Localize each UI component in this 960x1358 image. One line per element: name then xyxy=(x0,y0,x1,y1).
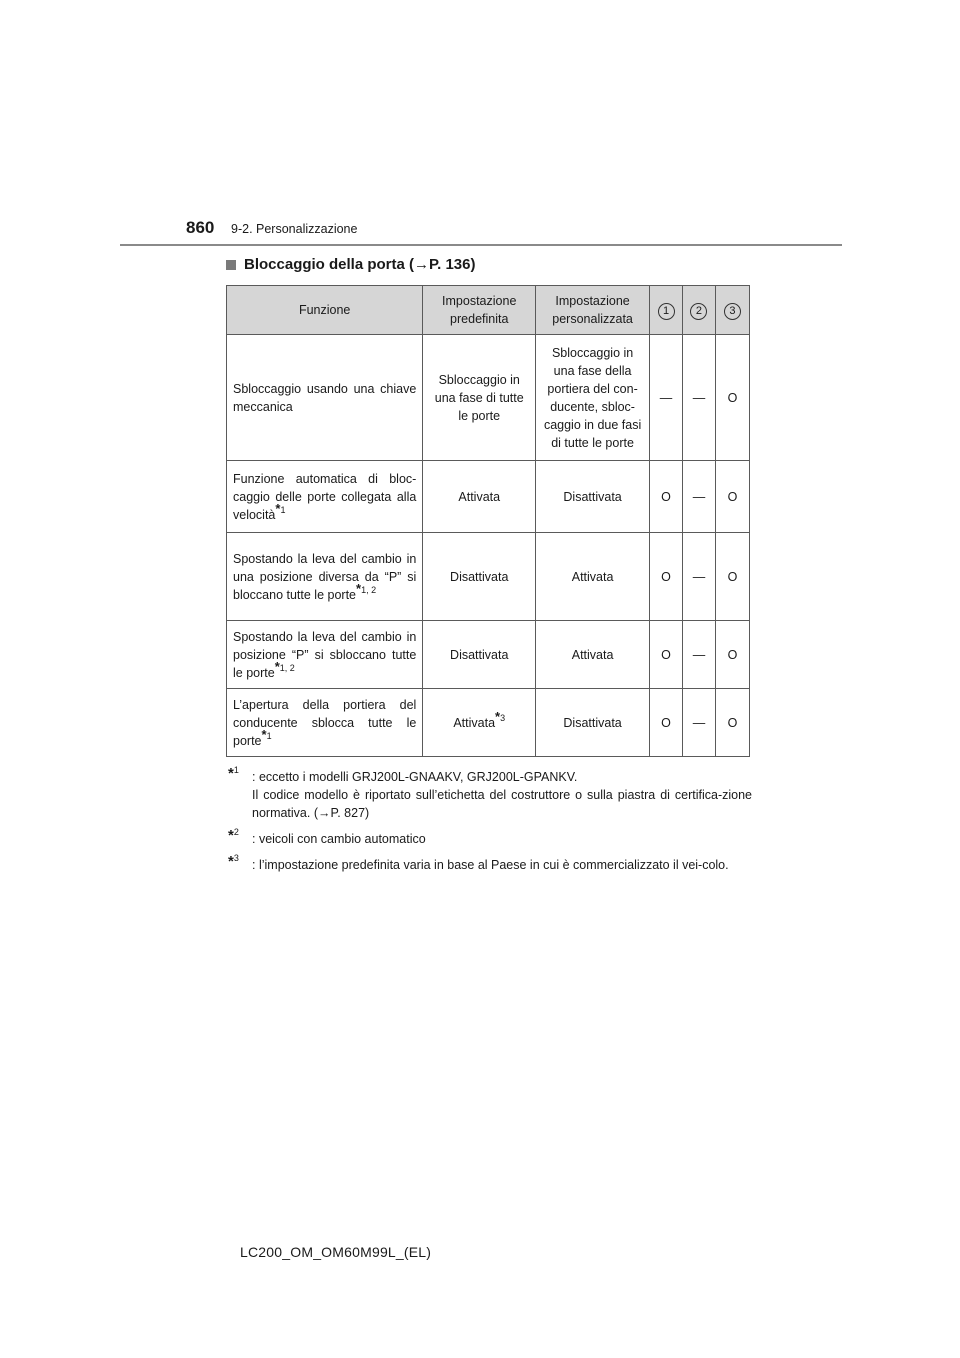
heading-text-end: ) xyxy=(470,256,476,273)
method-2-cell: — xyxy=(683,621,716,689)
header-divider xyxy=(120,244,842,246)
method-1-cell: — xyxy=(650,335,683,461)
asterisk-icon: * xyxy=(228,827,234,844)
footnote-ref xyxy=(261,727,272,743)
method-3-cell: O xyxy=(715,461,749,533)
method-3-cell: O xyxy=(715,335,749,461)
method-2-cell: — xyxy=(683,533,716,621)
footnote-ref xyxy=(275,501,286,517)
custom-cell: Attivata xyxy=(536,621,650,689)
footnote-text-continued xyxy=(252,786,752,822)
asterisk-icon: * xyxy=(228,853,234,870)
feature-cell xyxy=(227,621,423,689)
section-label: 9-2. Personalizzazione xyxy=(231,222,358,236)
default-cell: Disattivata xyxy=(423,533,536,621)
settings-table xyxy=(226,285,750,757)
header-method-1 xyxy=(650,286,683,335)
circled-number-2-icon: 2 xyxy=(690,303,707,320)
method-2-cell: — xyxy=(683,461,716,533)
feature-cell xyxy=(227,461,423,533)
method-2-cell: — xyxy=(683,335,716,461)
method-1-cell: O xyxy=(650,689,683,757)
arrow-right-icon: → xyxy=(414,256,430,273)
feature-cell xyxy=(227,533,423,621)
custom-cell: Disattivata xyxy=(536,461,650,533)
footnote-page-reference[interactable]: P. 827 xyxy=(330,806,366,820)
heading-page-reference[interactable]: P. 136 xyxy=(429,256,471,273)
asterisk-icon: * xyxy=(228,765,234,782)
circled-number-3-icon: 3 xyxy=(724,303,741,320)
footnote-ref-number: 1 xyxy=(266,731,272,742)
footnote-item xyxy=(228,764,752,822)
table-row xyxy=(227,533,750,621)
heading-text: Bloccaggio della porta ( xyxy=(244,256,415,273)
method-3-cell: O xyxy=(715,533,749,621)
asterisk-icon: * xyxy=(274,659,280,675)
feature-cell xyxy=(227,689,423,757)
asterisk-icon: * xyxy=(495,709,501,725)
circled-number-1-icon: 1 xyxy=(658,303,675,320)
asterisk-icon: * xyxy=(356,581,362,597)
arrow-right-icon: → xyxy=(318,806,331,820)
asterisk-icon: * xyxy=(261,727,267,743)
footnote-marker xyxy=(228,827,239,845)
feature-cell: Sbloccaggio usando una chiave meccanica xyxy=(227,335,423,461)
footnote-marker xyxy=(228,765,239,783)
footnote-item xyxy=(228,852,752,874)
method-1-cell: O xyxy=(650,461,683,533)
footnote-marker-number: 3 xyxy=(233,852,239,863)
default-cell: Disattivata xyxy=(423,621,536,689)
footnote-ref xyxy=(274,659,295,675)
method-2-cell: — xyxy=(683,689,716,757)
footnote-text-end: ) xyxy=(365,806,370,820)
footnote-text: : veicoli con cambio automatico xyxy=(252,832,426,846)
square-bullet-icon xyxy=(226,260,236,270)
table-row xyxy=(227,461,750,533)
feature-text: L’apertura della portiera del conducente sblocca tutte le porte xyxy=(233,697,417,748)
footnote-ref-number: 1, 2 xyxy=(361,585,377,596)
section-heading xyxy=(226,256,475,273)
method-1-cell: O xyxy=(650,533,683,621)
footnote-item xyxy=(228,826,752,848)
footnote-ref-number: 3 xyxy=(500,713,506,724)
table-row xyxy=(227,335,750,461)
table-header-row xyxy=(227,286,750,335)
header-custom-setting: Impostazione personalizzata xyxy=(536,286,650,335)
method-1-cell: O xyxy=(650,621,683,689)
footnote-text: : eccetto i modelli GRJ200L-GNAAKV, GRJ200L-GPANKV. xyxy=(252,770,578,784)
custom-cell: Disattivata xyxy=(536,689,650,757)
footnote-marker xyxy=(228,853,239,871)
method-3-cell: O xyxy=(715,621,749,689)
footnote-ref-number: 1, 2 xyxy=(279,663,295,674)
header-method-3 xyxy=(715,286,749,335)
default-cell: Attivata xyxy=(423,461,536,533)
custom-cell: Sbloccaggio in una fase della portiera del con-ducente, sbloc-caggio in due fasi di tutte le porte xyxy=(536,335,650,461)
footnote-ref xyxy=(495,709,506,725)
feature-text: Funzione automatica di bloc-caggio delle porte collegata alla velocità xyxy=(233,471,417,522)
custom-cell: Attivata xyxy=(536,533,650,621)
footnote-marker-number: 2 xyxy=(233,826,239,837)
footnote-text-part: Il codice modello è riportato sull’etichetta del costruttore o sulla piastra di certifica-zione normativa. ( xyxy=(252,788,752,820)
table-row xyxy=(227,689,750,757)
default-cell: Sbloccaggio in una fase di tutte le porte xyxy=(423,335,536,461)
header-method-2 xyxy=(683,286,716,335)
footnote-ref-number: 1 xyxy=(280,505,286,516)
feature-text: Spostando la leva del cambio in una posizione diversa da “P” si bloccano tutte le porte xyxy=(233,551,417,602)
footnote-ref xyxy=(356,581,377,597)
footnote-marker-number: 1 xyxy=(233,764,239,775)
table-row xyxy=(227,621,750,689)
footnote-text: : l’impostazione predefinita varia in base al Paese in cui è commercializzato il vei-colo. xyxy=(252,858,729,872)
method-3-cell: O xyxy=(715,689,749,757)
default-cell xyxy=(423,689,536,757)
asterisk-icon: * xyxy=(275,501,281,517)
default-text: Attivata xyxy=(453,715,496,730)
feature-text: Spostando la leva del cambio in posizione “P” si sbloccano tutte le porte xyxy=(233,629,417,680)
header-default-setting: Impostazione predefinita xyxy=(423,286,536,335)
header-feature: Funzione xyxy=(227,286,423,335)
document-code: LC200_OM_OM60M99L_(EL) xyxy=(240,1244,432,1260)
page-number: 860 xyxy=(186,218,215,237)
footnotes xyxy=(228,764,752,882)
